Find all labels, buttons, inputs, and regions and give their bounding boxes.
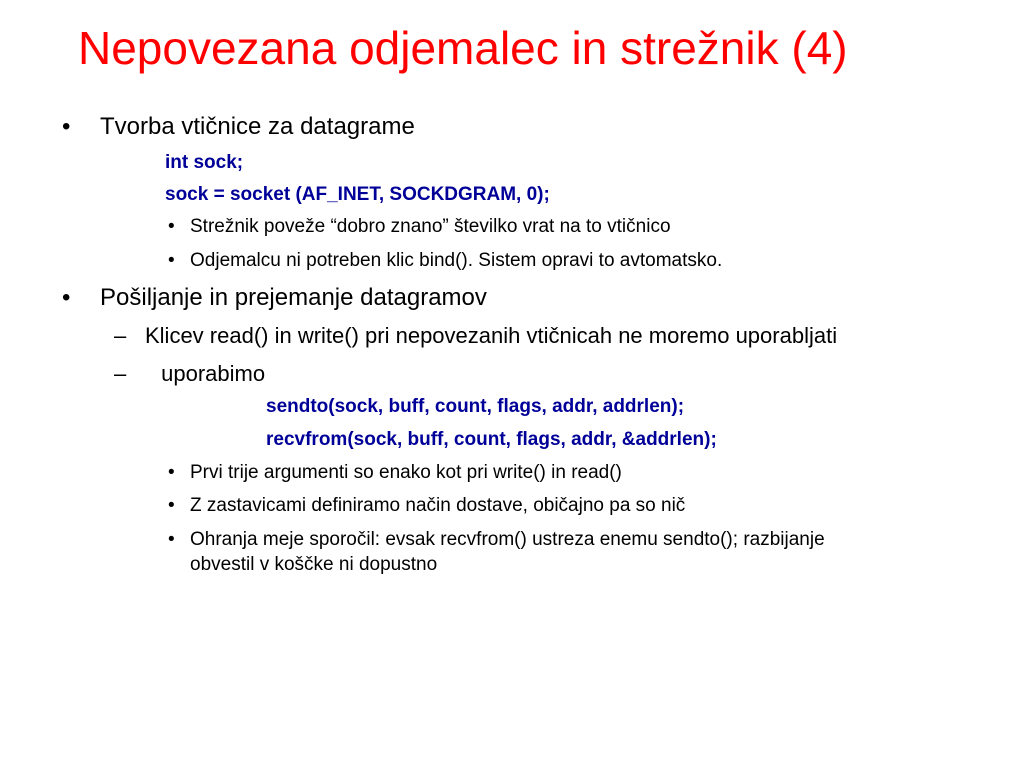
- dash-item-read-write: Klicev read() in write() pri nepovezanih vtičnicah ne moremo uporabljati: [145, 323, 838, 348]
- subbullet-marker: •: [168, 216, 175, 237]
- bullet-heading-send-receive: Pošiljanje in prejemanje datagramov: [100, 284, 487, 311]
- subbullet-flags: Z zastavicami definiramo način dostave, običajno pa so nič: [190, 495, 686, 516]
- dash-marker: –: [114, 361, 127, 386]
- dash-item-use: uporabimo: [155, 361, 266, 386]
- subbullet-marker: •: [168, 529, 175, 550]
- subbullet-message-boundaries: Ohranja meje sporočil: evsak recvfrom() ustreza enemu sendto(); razbijanje: [190, 529, 825, 550]
- code-line-socket-call: sock = socket (AF_INET, SOCKDGRAM, 0);: [165, 184, 550, 205]
- bullet-marker: •: [62, 284, 71, 311]
- dash-marker: –: [114, 323, 127, 348]
- code-line-int-sock: int sock;: [165, 152, 244, 173]
- code-line-recvfrom: recvfrom(sock, buff, count, flags, addr, &addrlen);: [266, 429, 717, 450]
- subbullet-marker: •: [168, 250, 175, 271]
- subbullet-marker: •: [168, 462, 175, 483]
- subbullet-server-binds: Strežnik poveže “dobro znano” številko vrat na to vtičnico: [190, 216, 671, 237]
- bullet-marker: •: [62, 113, 71, 140]
- subbullet-client-no-bind: Odjemalcu ni potreben klic bind(). Sistem opravi to avtomatsko.: [190, 250, 723, 271]
- subbullet-first-three-args: Prvi trije argumenti so enako kot pri write() in read(): [190, 462, 622, 483]
- code-line-sendto: sendto(sock, buff, count, flags, addr, addrlen);: [266, 396, 685, 417]
- bullet-heading-datagram-socket: Tvorba vtičnice za datagrame: [100, 113, 415, 140]
- subbullet-marker: •: [168, 495, 175, 516]
- slide-title: Nepovezana odjemalec in strežnik (4): [78, 22, 848, 74]
- subbullet-message-boundaries-cont: obvestil v koščke ni dopustno: [190, 554, 438, 575]
